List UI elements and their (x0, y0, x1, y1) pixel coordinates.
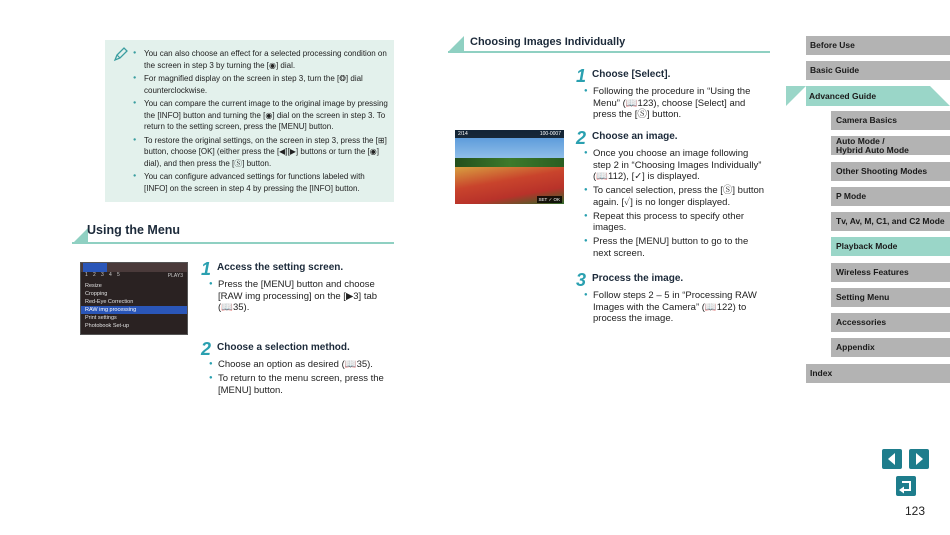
step-title: Choose [Select]. (592, 69, 671, 80)
using-menu-heading (72, 224, 394, 244)
nav-index[interactable]: Index (806, 364, 950, 383)
nav-accessories[interactable]: Accessories (831, 313, 950, 332)
nav-basic-guide[interactable]: Basic Guide (806, 61, 950, 80)
step-bullet: ● To cancel selection, press the [Ⓢ] button again. [✓] is no longer displayed. (584, 185, 766, 208)
menu-item-selected: RAW img processing (81, 306, 187, 314)
step-title: Choose a selection method. (217, 342, 350, 353)
step-number: 1 (576, 66, 587, 86)
arrow-right-icon (909, 449, 929, 469)
heading-underline (72, 242, 394, 244)
file-number: 100-0007 (539, 131, 561, 137)
step-title: Access the setting screen. (217, 262, 344, 273)
note-box (105, 40, 394, 202)
section-title: Using the Menu (87, 223, 181, 237)
note-item: ● For magnified display on the screen in step 3, turn the [❂] dial counterclockwise. (133, 73, 389, 96)
heading-underline (448, 51, 770, 53)
step-bullet: ● Choose an option as desired (📖35). (209, 359, 389, 371)
step-title: Process the image. (592, 273, 684, 284)
menu-step-1 (201, 259, 391, 322)
menu-screen-image (80, 262, 188, 335)
menu-tab-number: 1 (85, 272, 88, 278)
step-number: 3 (576, 270, 587, 290)
step-bullet: ● Repeat this process to specify other images. (584, 211, 766, 234)
step-bullets (209, 359, 389, 399)
menu-tab-number: 5 (117, 272, 120, 278)
note-item: ● You can configure advanced settings for functions labeled with [INFO] on the screen in step 4 by pressing the [INFO] button. (133, 171, 389, 194)
step-number: 1 (201, 259, 212, 279)
menu-tabs (81, 263, 187, 279)
return-icon (896, 476, 916, 496)
page-number: 123 (905, 504, 926, 518)
nav-tv-av-m-mode[interactable]: Tv, Av, M, C1, and C2 Mode (831, 212, 950, 231)
nav-setting-menu[interactable]: Setting Menu (831, 288, 950, 307)
menu-item: Cropping (85, 291, 108, 297)
menu-step-2 (201, 339, 391, 402)
step-number: 2 (576, 128, 587, 148)
prev-page-button[interactable] (882, 449, 902, 469)
menu-item: Photobook Set-up (85, 323, 130, 329)
step-bullet: ● Following the procedure in “Using the Menu” (📖123), choose [Select] and press the [Ⓢ] button. (584, 86, 764, 121)
step-bullet: ● Once you choose an image following step 2 in “Choosing Images Individually” (📖112), [✓] is displayed. (584, 148, 766, 183)
section-title: Choosing Images Individually (470, 36, 626, 48)
step-bullets (584, 148, 766, 262)
step-bullet: ● Follow steps 2 – 5 in “Processing RAW Images with the Camera” (📖122) to process the image. (584, 290, 766, 325)
nav-auto-mode-line1: Auto Mode / (836, 136, 885, 146)
step-number: 2 (201, 339, 212, 359)
nav-wireless-features[interactable]: Wireless Features (831, 263, 950, 282)
menu-item: Resize (85, 283, 102, 289)
individual-step-1 (576, 66, 766, 129)
heading-triangle (448, 36, 464, 52)
step-bullets (209, 279, 389, 316)
menu-tab-number: 4 (109, 272, 112, 278)
menu-tab-playback (83, 263, 107, 272)
pencil-icon (113, 46, 129, 62)
return-button[interactable] (896, 476, 916, 496)
nav-playback-mode[interactable]: Playback Mode (831, 237, 950, 256)
step-title: Choose an image. (592, 131, 678, 142)
nav-camera-basics[interactable]: Camera Basics (831, 111, 950, 130)
nav-before-use[interactable]: Before Use (806, 36, 950, 55)
photo-bottom-bar: SET ✓ OK (538, 197, 560, 202)
next-page-button[interactable] (909, 449, 929, 469)
menu-item: Print settings (85, 315, 117, 321)
menu-tab-number: 2 (93, 272, 96, 278)
step-bullets (584, 86, 764, 123)
note-list (133, 48, 389, 196)
playback-screen-image (455, 130, 564, 204)
menu-item: Red-Eye Correction (85, 299, 134, 305)
step-bullet: ● To return to the menu screen, press the [MENU] button. (209, 373, 389, 396)
step-bullet: ● Press the [MENU] button and choose [RAW img processing] on the [▶3] tab (📖35). (209, 279, 389, 314)
step-bullet: ● Press the [MENU] button to go to the next screen. (584, 236, 766, 259)
nav-p-mode[interactable]: P Mode (831, 187, 950, 206)
nav-auto-mode-line2: Hybrid Auto Mode (836, 144, 909, 155)
arrow-left-icon (882, 449, 902, 469)
nav-appendix[interactable]: Appendix (831, 338, 950, 357)
nav-advanced-guide[interactable]: Advanced Guide (786, 86, 950, 106)
individual-step-3 (576, 270, 766, 333)
nav-other-shooting-modes[interactable]: Other Shooting Modes (831, 162, 950, 181)
note-item: ● You can compare the current image to the original image by pressing the [INFO] button and turning the [◉] dial on the screen in step 3. To return to the setting screen, press the [MENU] button. (133, 98, 389, 133)
note-item: ● You can also choose an effect for a selected processing condition on the screen in step 3 by turning the [◉] dial. (133, 48, 389, 71)
individual-step-2 (576, 128, 766, 271)
photo-info-bar (455, 130, 564, 138)
menu-tab-label: PLAY3 (167, 273, 183, 279)
nav-auto-mode[interactable] (831, 136, 950, 155)
image-counter: 2/14 (458, 131, 468, 137)
menu-tab-number: 3 (101, 272, 104, 278)
note-item: ● To restore the original settings, on the screen in step 3, press the [⊞] button, choose [OK] (either press the [◀][▶] buttons or turn the [◉] dial), and then press the [Ⓢ] button. (133, 135, 389, 170)
menu-items (81, 282, 187, 330)
choosing-images-heading (448, 36, 770, 56)
step-bullets (584, 290, 766, 327)
